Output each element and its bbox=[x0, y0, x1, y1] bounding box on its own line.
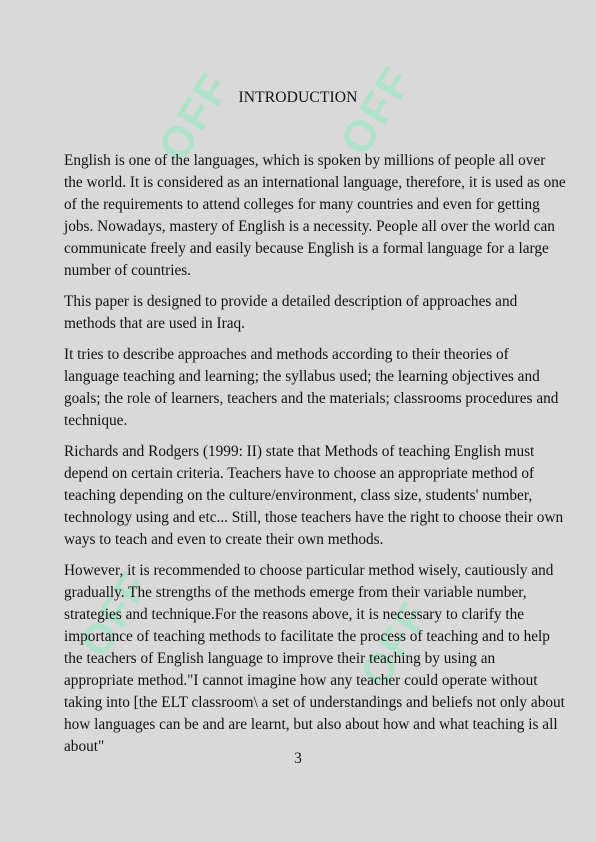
paragraph-3: It tries to describe approaches and methods according to their theories of language teaching and learning; the syllabus used; the learning objectives and goals; the role of learners, teachers and the materials; classrooms procedures and technique. bbox=[64, 346, 559, 429]
page-number: 3 bbox=[294, 750, 302, 767]
paragraph-1: English is one of the languages, which is spoken by millions of people all over the world. It is considered as an international language, therefore, it is used as one of the requirements to attend colleges for many countries and even for getting jobs. Nowadays, mastery of English is a necessity. People all over the world can communicate freely and easily because English is a formal language for a large number of countries. bbox=[64, 152, 566, 279]
paragraph-5: However, it is recommended to choose particular method wisely, cautiously and gradually. The strengths of the methods emerge from their variable number, strategies and technique.For the reasons above, it is necessary to clarify the importance of teaching methods to facilitate the process of teaching and to help the teachers of English language to improve their teaching by using an appropriate method."I cannot imagine how any teacher could operate without taking into [the ELT classroom\ a set of understandings and beliefs not only about how languages can be and are learnt, but also about how and what teaching is all about" bbox=[64, 562, 565, 755]
paragraph-4: Richards and Rodgers (1999: II) state that Methods of teaching English must depend on certain criteria. Teachers have to choose an appropriate method of teaching depending on the culture/environment, class size, students' number, technology using and etc... Still, those teachers have the right to choose their own ways to teach and even to create their own methods. bbox=[64, 443, 564, 548]
watermark: OFF bbox=[148, 63, 241, 170]
paragraph-2: This paper is designed to provide a detailed description of approaches and methods that are used in Iraq. bbox=[64, 293, 518, 332]
watermark: OFF bbox=[350, 593, 439, 695]
watermark: OFF bbox=[330, 57, 423, 164]
document-body bbox=[64, 150, 567, 767]
watermark: OFF bbox=[70, 563, 159, 665]
page-title: INTRODUCTION bbox=[238, 89, 358, 106]
